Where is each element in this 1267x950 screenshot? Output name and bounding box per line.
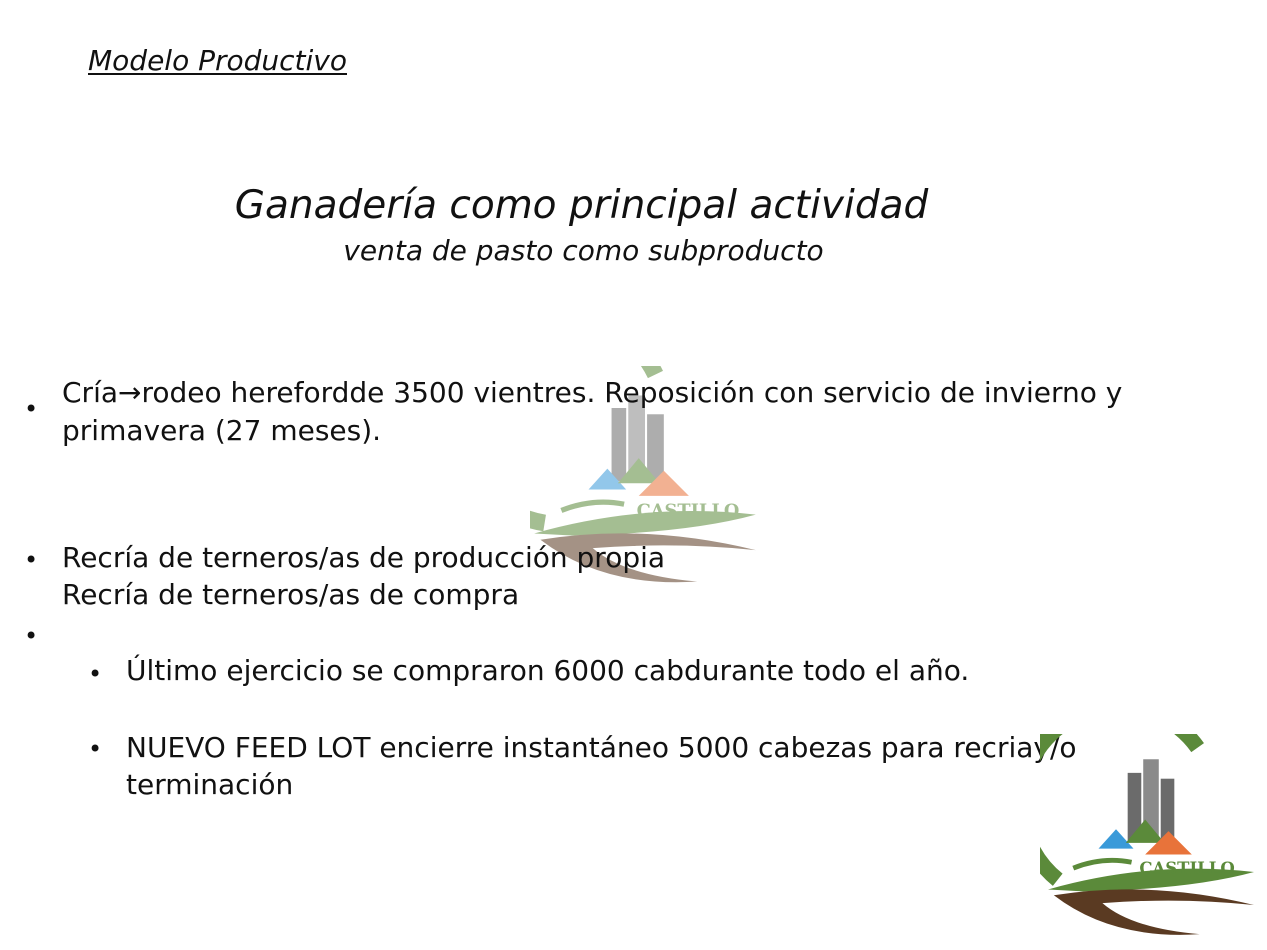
sub-bullet-feedlot-line2: terminación bbox=[126, 768, 294, 801]
sub-bullet-marker: • bbox=[88, 735, 103, 763]
sub-bullet-ejercicio: Último ejercicio se compraron 6000 cabdurante todo el año. bbox=[126, 654, 970, 687]
svg-text:CASTILLO: CASTILLO bbox=[1139, 857, 1235, 878]
bullet-marker: • bbox=[24, 546, 39, 574]
subtitle: venta de pasto como subproducto bbox=[343, 234, 824, 267]
bullet-marker: • bbox=[24, 622, 39, 650]
bullet-marker: • bbox=[24, 395, 39, 423]
castillo-logo-icon bbox=[1040, 734, 1262, 940]
sub-bullet-feedlot-line1: NUEVO FEED LOT encierre instantáneo 5000 cabezas para recriay/o bbox=[126, 731, 1077, 764]
bullet-cria-line1: Cría→rodeo herefordde 3500 vientres. Reposición con servicio de invierno y bbox=[62, 376, 1123, 409]
svg-text:CASTILLO: CASTILLO bbox=[636, 500, 740, 522]
bullet-recria-line1: Recría de terneros/as de producción propia bbox=[62, 541, 666, 574]
main-title: Ganadería como principal actividad bbox=[234, 183, 929, 228]
page-header: Modelo Productivo bbox=[88, 44, 347, 77]
sub-bullet-marker: • bbox=[88, 660, 103, 688]
bullet-recria-line2: Recría de terneros/as de compra bbox=[62, 578, 520, 611]
bullet-cria-line2: primavera (27 meses). bbox=[62, 414, 382, 447]
